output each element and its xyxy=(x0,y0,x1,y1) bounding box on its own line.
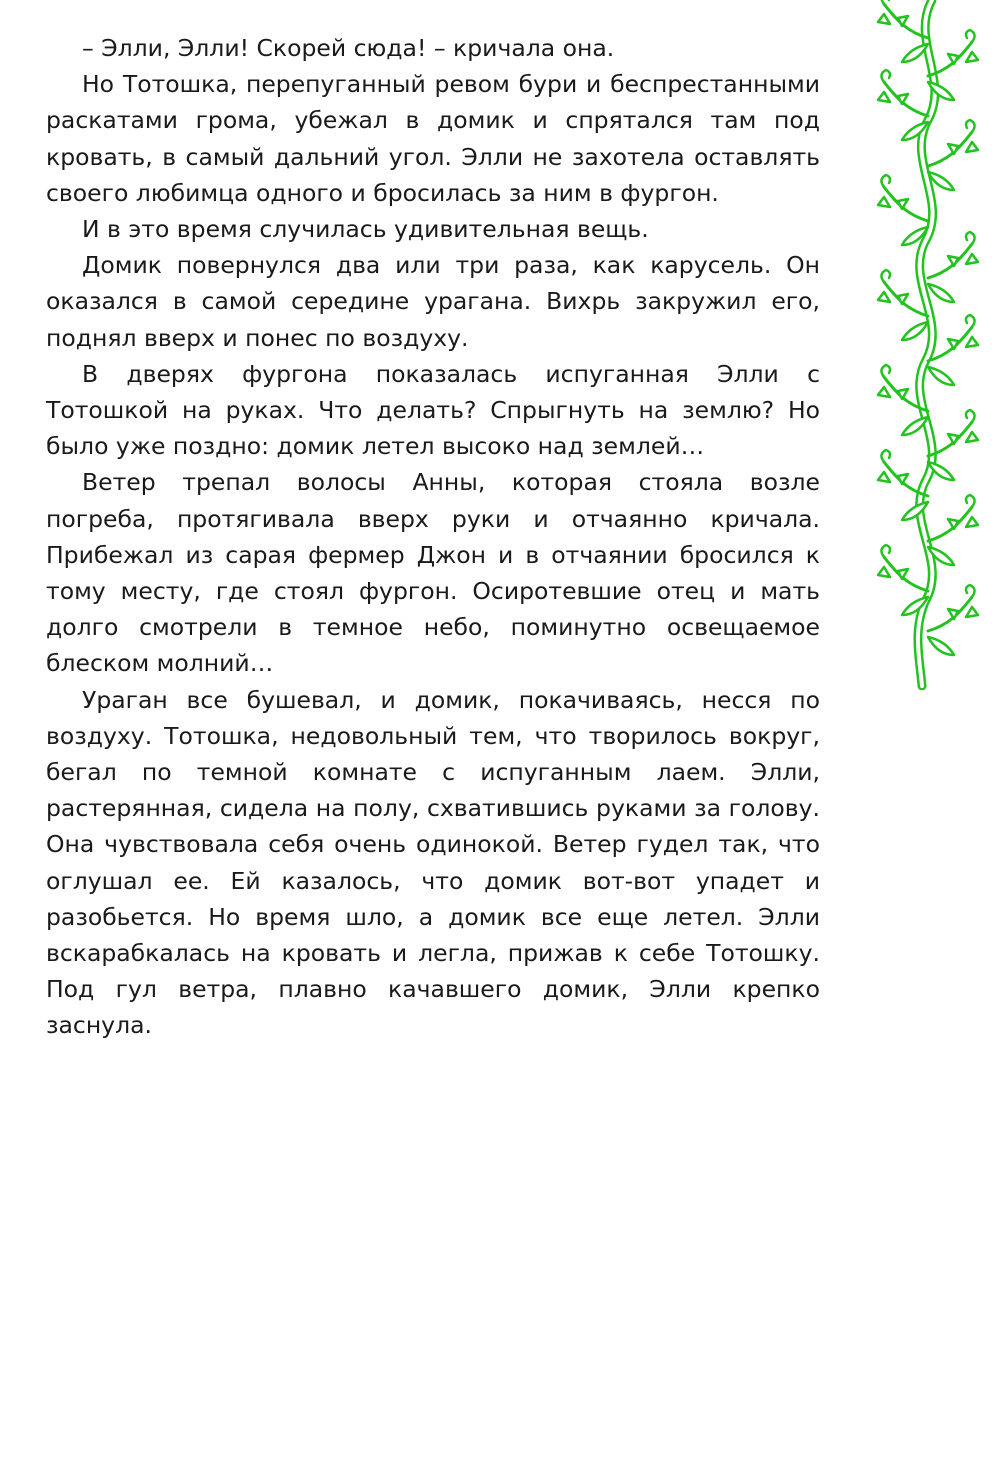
vine-leaf xyxy=(928,367,954,385)
vine-bud xyxy=(966,52,978,62)
vine-curl xyxy=(881,175,890,187)
vine-curl xyxy=(881,450,890,462)
vine-bud xyxy=(948,339,958,349)
vine-bud xyxy=(948,144,958,154)
vine-bud xyxy=(878,387,890,397)
paragraph-dialogue: – Элли, Элли! Скорей сюда! – кричала она. xyxy=(82,34,615,62)
paragraph-strange-thing: И в это время случилась удивительная вещь. xyxy=(82,215,649,244)
vine-curl xyxy=(966,30,975,42)
vine-bud xyxy=(878,197,890,207)
paragraph-house-spins: Домик повернулся два или три раза, как карусель. Он оказался в самой середине урагана. Вихрь закружил его, поднял вверх и понес по воздуху. xyxy=(46,251,820,352)
vine-bud xyxy=(898,389,908,399)
vine-bud xyxy=(878,472,890,482)
vine-bud xyxy=(966,254,978,264)
vine-ornament-icon xyxy=(862,0,988,690)
vine-bud xyxy=(898,16,908,26)
vine-bud xyxy=(948,54,958,64)
vine-curl xyxy=(966,315,975,327)
vine-bud xyxy=(898,294,908,304)
vine-bud xyxy=(966,432,978,442)
vine-curl xyxy=(966,120,975,132)
paragraph-storm-continues: Ураган все бушевал, и домик, покачиваясь, несся по воздуху. Тотошка, недовольный тем, что творилось вокруг, бегал по темной комнате с испуганным лаем. Элли, растерянная, сидела на полу, схватившись руками за голову. Она чувствовала себя очень одинокой. Ветер гудел так, что оглушал ее. Ей казалось, что домик вот-вот упадет и разобьется. Но время шло, а домик все еще летел. Элли вскарабкалась на кровать и легла, прижав к себе Тотошку. Под гул ветра, плавно качавшего домик, Элли крепко заснула. xyxy=(46,685,820,1040)
vine-curl xyxy=(966,585,975,597)
vine-leaf xyxy=(928,284,954,302)
vine-curl xyxy=(881,365,890,377)
paragraph-parents: Ветер трепал волосы Анны, которая стояла возле погреба, протягивала вверх руки и отчаянно кричала. Прибежал из сарая фермер Джон и в отчаянии бросился к тому месту, где стоял фургон. Осиротевшие отец и мать долго смотрели в темное небо, поминутно освещаемое блеском молний… xyxy=(46,468,820,678)
vine-bud xyxy=(948,519,958,529)
vine-curl xyxy=(966,410,975,422)
paragraph-totoshka-hides: Но Тотошка, перепуганный ревом бури и беспрестанными раскатами грома, убежал в домик и спрятался там под кровать, в самый дальний угол. Элли не захотела оставлять своего любимца одного и бросилась за ним в фургон. xyxy=(46,70,820,207)
vine-bud xyxy=(878,14,890,24)
vine-curl xyxy=(966,495,975,507)
vine-bud xyxy=(878,92,890,102)
vine-bud xyxy=(898,569,908,579)
vine-leaf xyxy=(902,322,928,340)
story-text xyxy=(46,30,820,1044)
vine-bud xyxy=(966,142,978,152)
paragraph-ellie-in-door: В дверях фургона показалась испуганная Элли с Тотошкой на руках. Что делать? Спрыгнуть на землю? Но было уже поздно: домик летел высоко над землей… xyxy=(46,359,820,461)
vine-bud xyxy=(948,256,958,266)
vine-stem-inner xyxy=(918,0,935,686)
vine-bud xyxy=(948,609,958,619)
vine-bud xyxy=(966,517,978,527)
vine-bud xyxy=(898,474,908,484)
vine-bud xyxy=(898,199,908,209)
vine-curl xyxy=(881,545,890,557)
vine-curl xyxy=(966,232,975,244)
vine-curl xyxy=(881,0,890,4)
vine-bud xyxy=(878,292,890,302)
vine-bud xyxy=(898,94,908,104)
vine-bud xyxy=(966,337,978,347)
vine-bud xyxy=(878,567,890,577)
vine-curl xyxy=(881,270,890,282)
vine-leaf xyxy=(928,637,954,655)
vine-bud xyxy=(948,434,958,444)
vine-curl xyxy=(881,70,890,82)
vine-bud xyxy=(966,607,978,617)
